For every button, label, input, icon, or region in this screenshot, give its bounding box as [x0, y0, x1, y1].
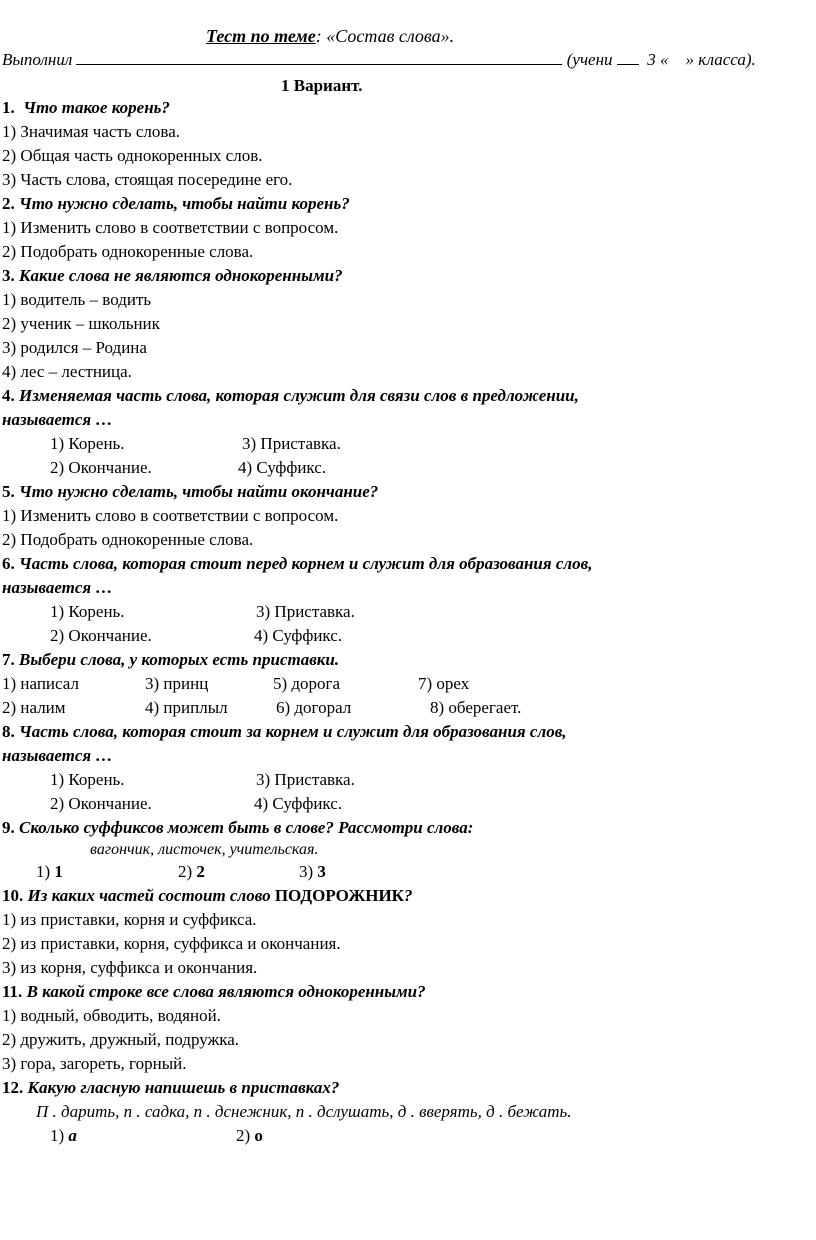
option: 2) о [236, 1126, 263, 1145]
option: 3) Приставка. [256, 602, 355, 621]
question-4: 4. Изменяемая часть слова, которая служит для связи слов в предложении, [2, 386, 579, 405]
option: 3) Приставка. [242, 434, 341, 453]
option: 3) Приставка. [256, 770, 355, 789]
option: 1) водитель – водить [2, 290, 152, 309]
question-6-cont: называется … [2, 578, 113, 597]
option: 7) орех [418, 674, 470, 693]
option: 3) Часть слова, стоящая посередине его. [2, 170, 293, 189]
option: 2) Окончание. [50, 626, 152, 645]
option: 3) принц [145, 674, 209, 693]
option: 6) догорал [276, 698, 352, 717]
option: 4) приплыл [145, 698, 228, 717]
prefix-exercise: П . дарить, п . садка, п . дснежник, п . дслушать, д . вверять, д . бежать. [36, 1102, 572, 1121]
question-3: 3. Какие слова не являются однокоренными? [2, 266, 343, 285]
option: 8) оберегает. [430, 698, 522, 717]
option: 2) Подобрать однокоренные слова. [2, 530, 254, 549]
option: 4) Суффикс. [254, 794, 343, 813]
name-blank[interactable] [76, 64, 562, 65]
question-4-cont: называется … [2, 410, 113, 429]
option: 2) 2 [178, 862, 205, 881]
question-12: 12. Какую гласную напишешь в приставках? [2, 1078, 340, 1097]
option: 2) Окончание. [50, 458, 152, 477]
question-9: 9. Сколько суффиксов может быть в слове? Рассмотри слова: [2, 818, 474, 837]
question-8-cont: называется … [2, 746, 113, 765]
option: 2) ученик – школьник [2, 314, 160, 333]
option: 1) а [50, 1126, 77, 1145]
option: 2) из приставки, корня, суффикса и окончания. [2, 934, 341, 953]
option: 4) Суффикс. [238, 458, 327, 477]
option: 4) лес – лестница. [2, 362, 132, 381]
option: 1) из приставки, корня и суффикса. [2, 910, 257, 929]
option: 2) налим [2, 698, 66, 717]
question-10: 10. Из каких частей состоит слово ПОДОРОЖНИК? [2, 886, 413, 905]
option: 1) Корень. [50, 434, 125, 453]
option: 2) Общая часть однокоренных слов. [2, 146, 263, 165]
option: 2) Подобрать однокоренные слова. [2, 242, 254, 261]
question-2: 2. Что нужно сделать, чтобы найти корень? [2, 194, 350, 213]
option: 1) Корень. [50, 602, 125, 621]
option: 1) Изменить слово в соответствии с вопросом. [2, 218, 339, 237]
option: 1) Значимая часть слова. [2, 122, 180, 141]
option: 3) 3 [299, 862, 326, 881]
option: 3) родился – Родина [2, 338, 147, 357]
option: 2) Окончание. [50, 794, 152, 813]
option: 1) водный, обводить, водяной. [2, 1006, 221, 1025]
option: 4) Суффикс. [254, 626, 343, 645]
option: 3) из корня, суффикса и окончания. [2, 958, 258, 977]
question-8: 8. Часть слова, которая стоит за корнем и служит для образования слов, [2, 722, 567, 741]
performer-line: Выполнил (учени 3 « » класса). [2, 50, 756, 69]
question-5: 5. Что нужно сделать, чтобы найти окончание? [2, 482, 379, 501]
option: 1) Изменить слово в соответствии с вопросом. [2, 506, 339, 525]
question-11: 11. В какой строке все слова являются однокоренными? [2, 982, 426, 1001]
page-title: Тест по теме: «Состав слова». [206, 26, 455, 46]
option: 2) дружить, дружный, подружка. [2, 1030, 240, 1049]
question-6: 6. Часть слова, которая стоит перед корнем и служит для образования слов, [2, 554, 593, 573]
option: 1) написал [2, 674, 79, 693]
question-7: 7. Выбери слова, у которых есть приставки. [2, 650, 340, 669]
word-list: вагончик, листочек, учительская. [90, 841, 319, 858]
option: 3) гора, загореть, горный. [2, 1054, 187, 1073]
variant-heading: 1 Вариант. [281, 76, 363, 95]
suffix-blank[interactable] [617, 64, 639, 65]
option: 1) 1 [36, 862, 63, 881]
option: 5) дорога [273, 674, 341, 693]
option: 1) Корень. [50, 770, 125, 789]
question-1: 1. Что такое корень? [2, 98, 170, 117]
